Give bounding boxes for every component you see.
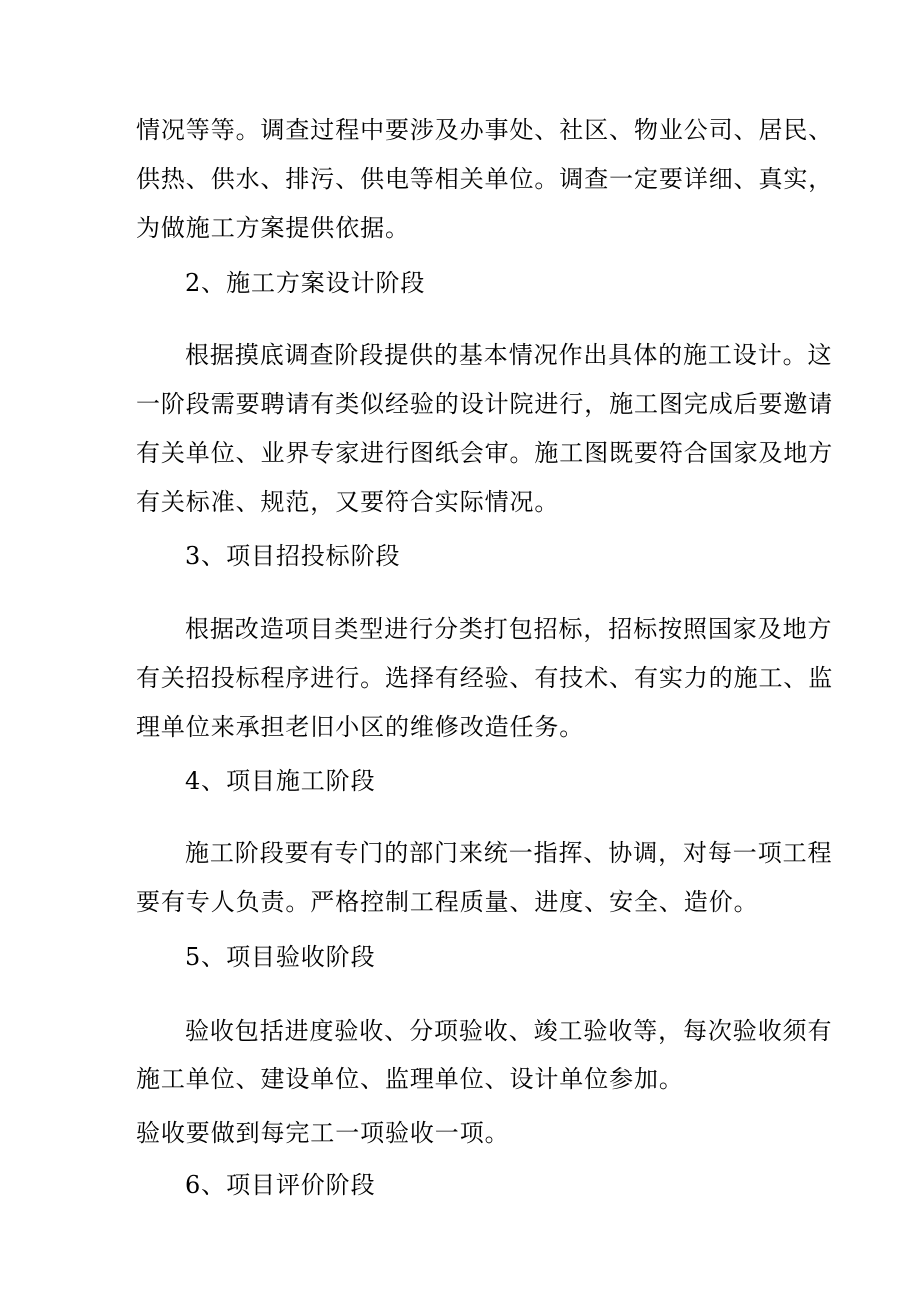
paragraph-line: 理单位来承担老旧小区的维修改造任务。 bbox=[136, 713, 585, 741]
paragraph-line: 施工单位、建设单位、监理单位、设计单位参加。 bbox=[136, 1065, 684, 1093]
paragraph-line: 验收要做到每完工一项验收一项。 bbox=[136, 1119, 510, 1147]
section-heading: 4、项目施工阶段 bbox=[185, 767, 376, 795]
section-heading: 2、施工方案设计阶段 bbox=[185, 269, 426, 297]
paragraph-line: 验收包括进度验收、分项验收、竣工验收等，每次验收须有 bbox=[185, 1017, 833, 1045]
section-heading: 6、项目评价阶段 bbox=[185, 1171, 376, 1199]
paragraph-line: 为做施工方案提供依据。 bbox=[136, 214, 410, 242]
paragraph-line: 要有专人负责。严格控制工程质量、进度、安全、造价。 bbox=[136, 888, 759, 916]
paragraph-line: 根据摸底调查阶段提供的基本情况作出具体的施工设计。这 bbox=[185, 341, 833, 369]
paragraph-line: 一阶段需要聘请有类似经验的设计院进行，施工图完成后要邀请 bbox=[136, 390, 834, 418]
paragraph-line: 根据改造项目类型进行分类打包招标，招标按照国家及地方 bbox=[185, 615, 833, 643]
paragraph-line: 供热、供水、排污、供电等相关单位。调查一定要详细、真实， bbox=[136, 165, 834, 193]
section-heading: 5、项目验收阶段 bbox=[185, 943, 376, 971]
paragraph-line: 情况等等。调查过程中要涉及办事处、社区、物业公司、居民、 bbox=[136, 116, 834, 144]
paragraph-line: 有关招投标程序进行。选择有经验、有技术、有实力的施工、监 bbox=[136, 664, 834, 692]
paragraph-line: 有关单位、业界专家进行图纸会审。施工图既要符合国家及地方 bbox=[136, 439, 834, 467]
paragraph-line: 施工阶段要有专门的部门来统一指挥、协调，对每一项工程 bbox=[185, 839, 833, 867]
paragraph-line: 有关标准、规范，又要符合实际情况。 bbox=[136, 488, 560, 516]
section-heading: 3、项目招投标阶段 bbox=[185, 542, 401, 570]
